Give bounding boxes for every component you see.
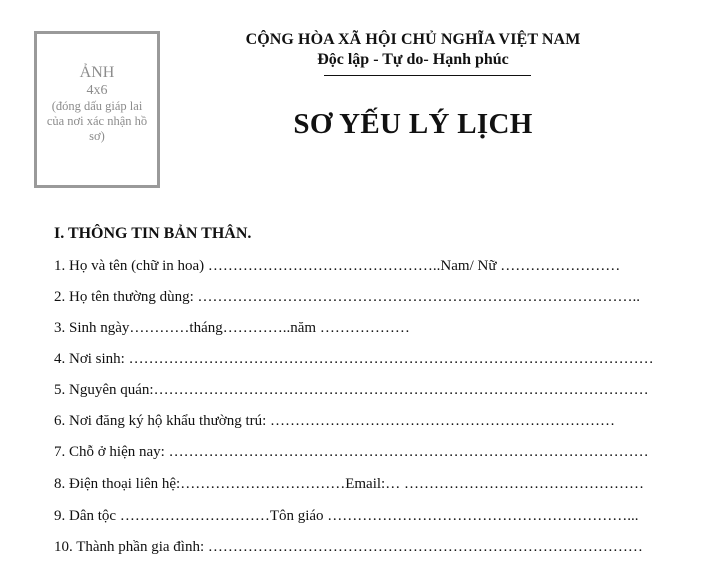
field-date-of-birth[interactable]: 3. Sinh ngày…………tháng…………..năm ………………: [54, 320, 410, 336]
field-place-of-birth[interactable]: 4. Nơi sinh: ……………………………………………………………………………………………: [54, 351, 654, 367]
national-motto: Độc lập - Tự do- Hạnh phúc: [317, 51, 509, 68]
photo-placeholder: [34, 31, 160, 188]
field-family-background[interactable]: 10. Thành phần gia đình: ……………………………………………………………………………: [54, 539, 643, 555]
field-common-name[interactable]: 2. Họ tên thường dùng: ……………………………………………………………………………..: [54, 289, 641, 305]
section-heading: I. THÔNG TIN BẢN THÂN.: [54, 225, 252, 242]
photo-size: 4x6: [86, 83, 108, 98]
field-phone-email[interactable]: 8. Điện thoại liên hệ:……………………………Email:… …………………………………………: [54, 476, 644, 492]
document-title: SƠ YẾU LÝ LỊCH: [293, 108, 533, 140]
country-name: CỘNG HÒA XÃ HỘI CHỦ NGHĨA VIỆT NAM: [245, 31, 581, 48]
field-permanent-residence[interactable]: 6. Nơi đăng ký hộ khẩu thường trú: ……………………………………………………………: [54, 413, 616, 429]
field-current-address[interactable]: 7. Chỗ ở hiện nay: ……………………………………………………………………………………: [54, 444, 649, 460]
field-ethnicity-religion[interactable]: 9. Dân tộc …………………………Tôn giáo ……………………………………………………...: [54, 508, 639, 524]
photo-note: (đóng dấu giáp lai của nơi xác nhận hồ sơ): [46, 99, 148, 143]
field-hometown[interactable]: 5. Nguyên quán:………………………………………………………………………………………: [54, 382, 649, 398]
motto-underline: [324, 75, 531, 76]
field-full-name[interactable]: 1. Họ và tên (chữ in hoa) ………………………………………..Nam/ Nữ ……………………: [54, 258, 621, 274]
photo-title: ẢNH: [79, 64, 115, 81]
